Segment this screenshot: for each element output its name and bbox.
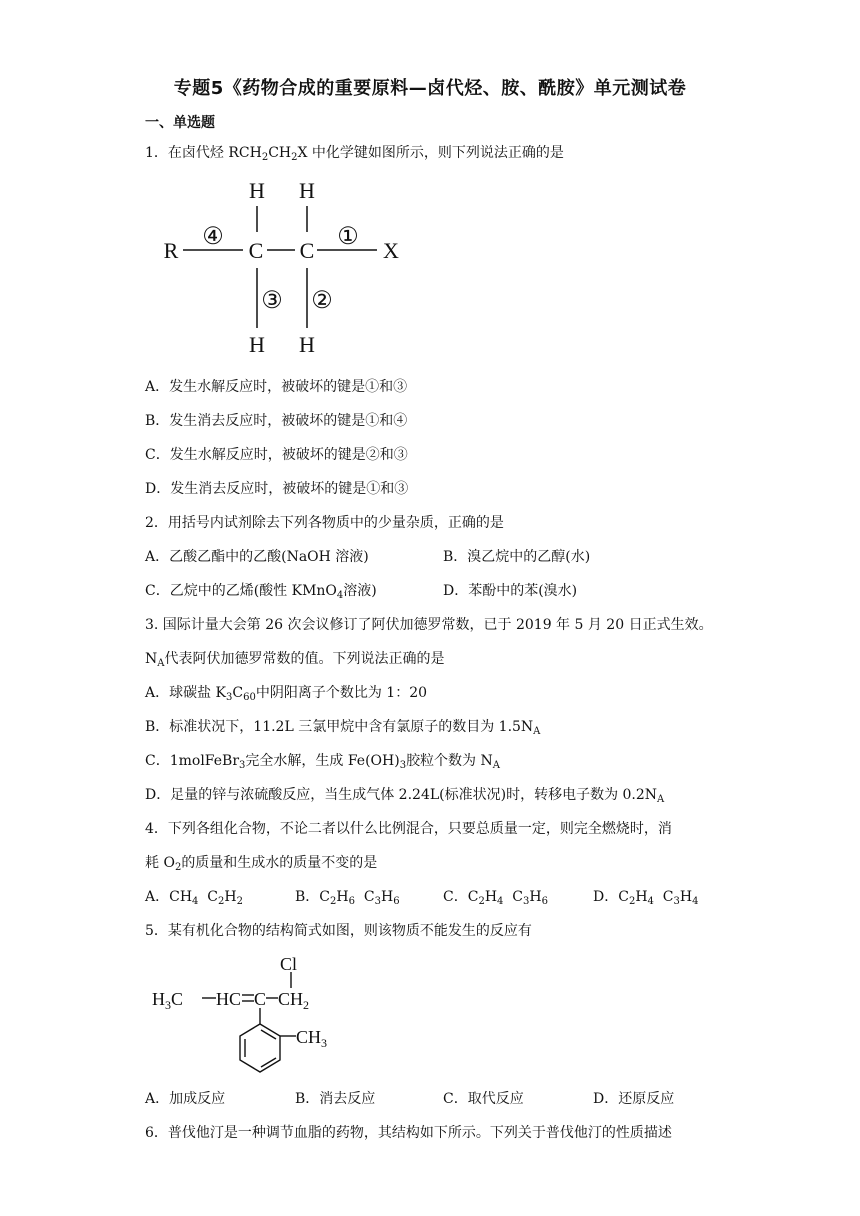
question-1-option-c: C．发生水解反应时，被破坏的键是②和③ bbox=[145, 447, 408, 463]
group-h3c: $H_3C$ bbox=[152, 989, 184, 1012]
bond-label-3: ③ bbox=[261, 288, 283, 314]
question-1-option-d: D．发生消去反应时，被破坏的键是①和③ bbox=[145, 481, 409, 497]
atom-c-center: C bbox=[254, 989, 267, 1009]
atom-h-bottom-1: H bbox=[249, 332, 265, 357]
question-5-option-b: B．消去反应 bbox=[295, 1091, 376, 1107]
question-4-option-c: C．$C_2H_4$ $C_3H_6$ bbox=[443, 889, 548, 907]
bond-diagram bbox=[155, 172, 435, 362]
group-ch3: $CH_3$ bbox=[296, 1027, 328, 1050]
question-3-stem-line2: $N_A$代表阿伏加德罗常数的值。下列说法正确的是 bbox=[145, 651, 445, 669]
question-2-option-b: B．溴乙烷中的乙醇(水) bbox=[443, 549, 591, 565]
question-5-stem: 5．某有机化合物的结构简式如图，则该物质不能发生的反应有 bbox=[145, 923, 532, 939]
bond-label-1: ① bbox=[337, 224, 359, 250]
atom-r: R bbox=[163, 238, 179, 263]
question-2-option-c: C．乙烷中的乙烯(酸性 KMnO$_4$溶液) bbox=[145, 583, 377, 601]
question-1-option-a: A．发生水解反应时，被破坏的键是①和③ bbox=[145, 379, 408, 395]
question-5-option-a: A．加成反应 bbox=[145, 1091, 226, 1107]
question-2-option-a: A．乙酸乙酯中的乙酸(NaOH 溶液) bbox=[145, 549, 369, 565]
question-6-stem: 6．普伐他汀是一种调节血脂的药物，其结构如下所示。下列关于普伐他汀的性质描述 bbox=[145, 1125, 672, 1141]
question-2-stem: 2．用括号内试剂除去下列各物质中的少量杂质，正确的是 bbox=[145, 515, 504, 531]
atom-c2: C bbox=[299, 238, 315, 263]
question-5-option-c: C．取代反应 bbox=[443, 1091, 524, 1107]
question-3-option-d: D．足量的锌与浓硫酸反应，当生成气体 2.24L(标准状况)时，转移电子数为 $0.2N_A$ bbox=[145, 787, 665, 805]
atom-cl: Cl bbox=[280, 954, 298, 974]
atom-c1: C bbox=[248, 238, 264, 263]
atom-h-top-2: H bbox=[299, 178, 315, 203]
question-1-option-b: B．发生消去反应时，被破坏的键是①和④ bbox=[145, 413, 408, 429]
atom-x: X bbox=[383, 238, 399, 263]
bond-label-2: ② bbox=[311, 288, 333, 314]
question-3-stem-line1: 3. 国际计量大会第 26 次会议修订了阿伏加德罗常数，已于 2019 年 5 月 20 日正式生效。 bbox=[145, 617, 713, 633]
question-3-option-c: C．1molFeBr$_3$完全水解，生成 $Fe(OH)_3$胶粒个数为 $N_A$ bbox=[145, 753, 500, 771]
group-hc: HC bbox=[216, 989, 242, 1009]
page-title: 专题5《药物合成的重要原料—卤代烃、胺、酰胺》单元测试卷 bbox=[173, 78, 687, 99]
question-4-option-b: B．$C_2H_6$ $C_3H_6$ bbox=[295, 889, 400, 907]
group-ch2: $CH_2$ bbox=[278, 989, 310, 1012]
question-4-stem-line1: 4．下列各组化合物，不论二者以什么比例混合，只要总质量一定，则完全燃烧时，消 bbox=[145, 821, 672, 837]
question-4-option-d: D．$C_2H_4$ $C_3H_4$ bbox=[593, 889, 699, 907]
question-3-option-b: B．标准状况下，11.2L 三氯甲烷中含有氯原子的数目为 $1.5N_A$ bbox=[145, 719, 541, 737]
atom-h-bottom-2: H bbox=[299, 332, 315, 357]
question-2-option-d: D．苯酚中的苯(溴水) bbox=[443, 583, 578, 599]
question-5-option-d: D．还原反应 bbox=[593, 1091, 675, 1107]
question-4-option-a: A．$CH_4$ $C_2H_2$ bbox=[145, 889, 243, 907]
question-3-option-a: A．球碳盐 $K_3C_{60}$中阴阳离子个数比为 1：20 bbox=[145, 685, 428, 703]
bond-label-4: ④ bbox=[202, 224, 224, 250]
section-heading: 一、单选题 bbox=[145, 115, 215, 131]
atom-h-top-1: H bbox=[249, 178, 265, 203]
molecule-structure bbox=[150, 950, 350, 1080]
question-4-stem-line2: 耗 $O_2$的质量和生成水的质量不变的是 bbox=[145, 855, 378, 873]
question-1-stem: 1．在卤代烃 $RCH_2CH_2X$ 中化学键如图所示，则下列说法正确的是 bbox=[145, 145, 564, 163]
